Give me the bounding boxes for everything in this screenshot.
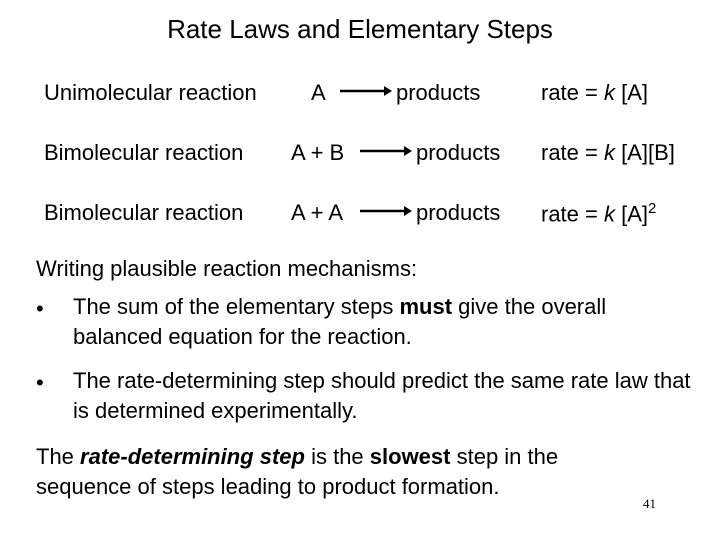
reactants-label: A xyxy=(311,80,326,105)
products-label: products xyxy=(416,200,501,225)
reactants-label: A + B xyxy=(291,140,345,165)
reaction-type-label: Unimolecular reaction xyxy=(44,80,257,105)
bullet-marker: • xyxy=(36,370,44,395)
bullet-item: The sum of the elementary steps must give the overall balanced equation for the reaction. xyxy=(73,294,607,349)
mechanisms-heading: Writing plausible reaction mechanisms: xyxy=(36,256,418,281)
reaction-type-label: Bimolecular reaction xyxy=(44,140,244,165)
bullet-item: The rate-determining step should predict the same rate law that is determined experimentally. xyxy=(73,368,691,423)
slide-title: Rate Laws and Elementary Steps xyxy=(167,14,553,44)
rate-law: rate = k $[A]^2$ xyxy=(541,200,657,227)
rate-law: rate = k [A][B] xyxy=(541,140,675,165)
products-label: products xyxy=(416,140,501,165)
bullet-marker: • xyxy=(36,296,44,321)
reaction-type-label: Bimolecular reaction xyxy=(44,200,244,225)
rate-law: rate = k [A] xyxy=(541,80,648,105)
products-label: products xyxy=(396,80,481,105)
reaction-arrow-icon xyxy=(358,143,414,159)
page-number: 41 xyxy=(643,496,656,511)
reactants-label: A + A xyxy=(291,200,343,225)
reaction-arrow-icon xyxy=(358,203,414,219)
reaction-arrow-icon xyxy=(338,83,394,99)
definition-text: The rate-determining step is the slowest step in the sequence of steps leading to product formation. xyxy=(36,444,559,499)
